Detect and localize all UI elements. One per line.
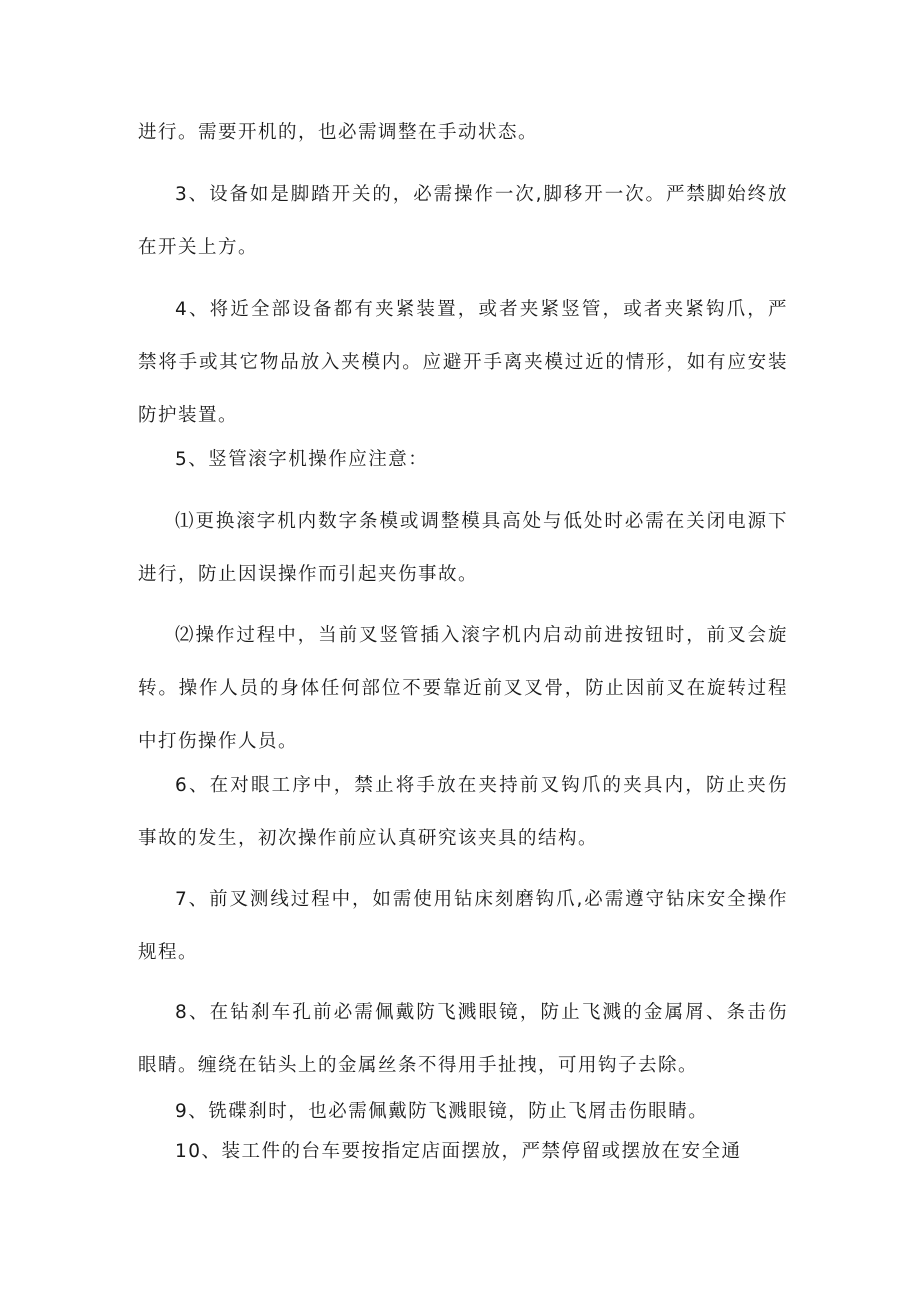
paragraph-continuation: 进行。需要开机的，也必需调整在手动状态。	[138, 122, 539, 143]
paragraph-item-6: 6、在对眼工序中，禁止将手放在夹持前叉钩爪的夹具内，防止夹伤事故的发生，初次操作前应认真研究该夹具的结构。	[138, 775, 788, 849]
paragraph-item-5-sub-2: ⑵操作过程中，当前叉竖管插入滚字机内启动前进按钮时，前叉会旋转。操作人员的身体任何部位不要靠近前叉叉骨，防止因前叉在旋转过程中打伤操作人员。	[138, 625, 788, 752]
paragraph-item-9: 9、铣碟刹时，也必需佩戴防飞溅眼镜，防止飞屑击伤眼睛。	[175, 1101, 709, 1122]
paragraph-item-3: 3、设备如是脚踏开关的，必需操作一次,脚移开一次。严禁脚始终放在开关上方。	[138, 184, 788, 258]
paragraph-item-10: 10、装工件的台车要按指定店面摆放，严禁停留或摆放在安全通	[175, 1141, 742, 1162]
paragraph-item-8: 8、在钻刹车孔前必需佩戴防飞溅眼镜，防止飞溅的金属屑、条击伤眼睛。缠绕在钻头上的金属丝条不得用手扯拽，可用钩子去除。	[138, 1002, 788, 1076]
paragraph-item-5: 5、竖管滚字机操作应注意：	[175, 449, 429, 470]
paragraph-item-4: 4、将近全部设备都有夹紧装置，或者夹紧竖管，或者夹紧钩爪，严禁将手或其它物品放入夹模内。应避开手离夹模过近的情形，如有应安装防护装置。	[138, 299, 788, 426]
paragraph-item-7: 7、前叉测线过程中，如需使用钻床刻磨钩爪,必需遵守钻床安全操作规程。	[138, 889, 788, 963]
paragraph-item-5-sub-1: ⑴更换滚字机内数字条模或调整模具高处与低处时必需在关闭电源下进行，防止因误操作而引起夹伤事故。	[138, 511, 788, 585]
